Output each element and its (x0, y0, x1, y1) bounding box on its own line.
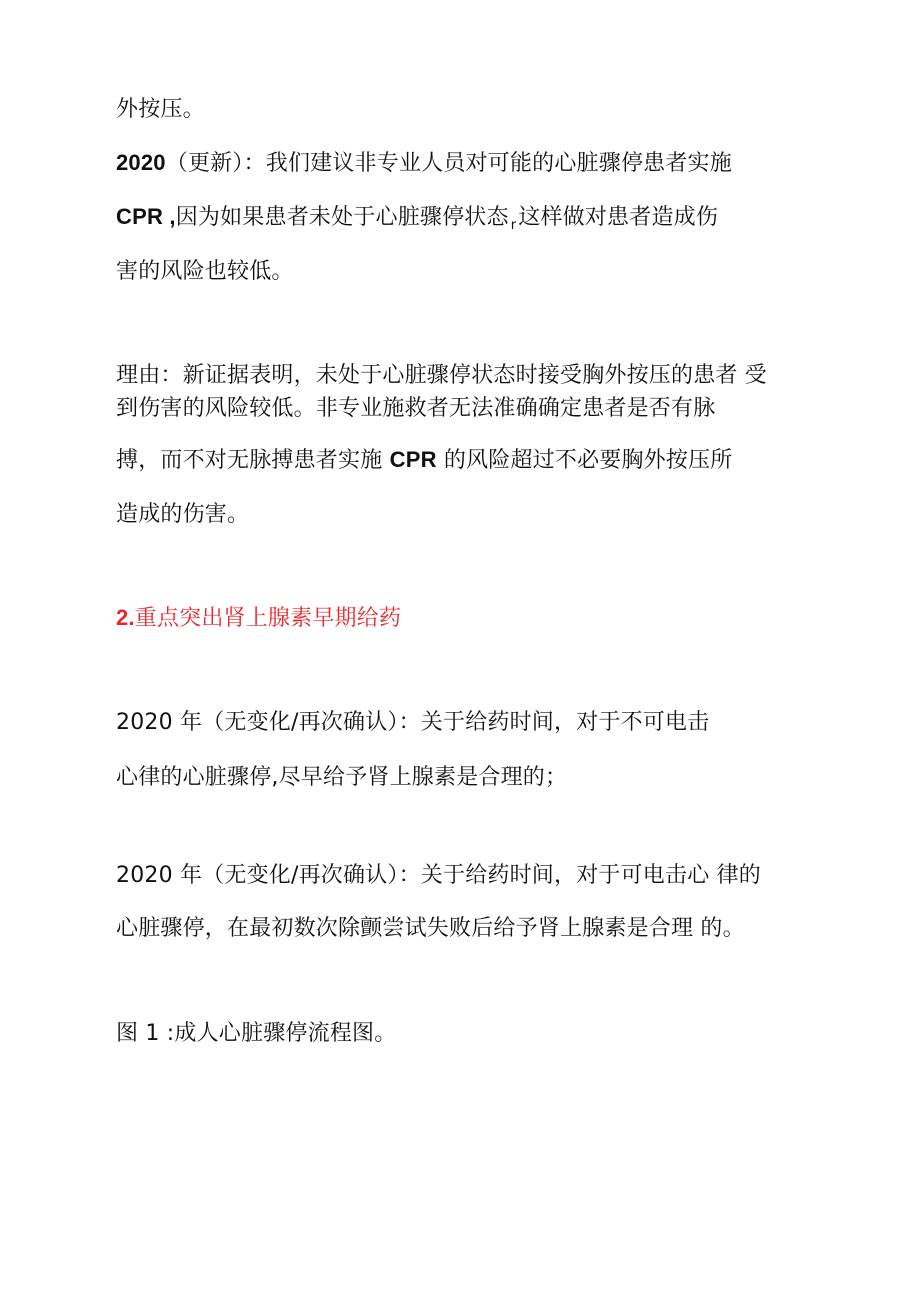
update-line-2-b: 这样做对患者造成伤 (518, 205, 719, 230)
figure-caption-text: 图 1 :成人心脏骤停流程图。 (116, 1021, 397, 1046)
update-para-line-2 (116, 202, 718, 241)
update-para-line-1 (116, 148, 732, 179)
nonshockable-line-2-text: 心律的心脏骤停,尽早给予肾上腺素是合理的； (116, 765, 568, 790)
continuation-line (116, 95, 205, 125)
update-year: 2020 (116, 150, 166, 175)
continuation-text: 外按压。 (116, 97, 205, 122)
reason-line-2-text: 到伤害的风险较低。非专业施救者无法准确确定患者是否有脉 (116, 396, 716, 421)
section-title: 重点突出肾上腺素早期给药 (134, 606, 402, 631)
reason-line-3-a: 搏，而不对无脉搏患者实施 (116, 448, 383, 473)
reason-para-line-2 (116, 394, 715, 424)
update-line-2-mark: r (510, 218, 517, 233)
update-line-1-text: （更新）：我们建议非专业人员对可能的心脏骤停患者实施 (165, 151, 732, 176)
reason-line-1-text: 理由：新证据表明，未处于心脏骤停状态时接受胸外按压的患者 受 (116, 363, 767, 388)
reason-line-4-text: 造成的伤害。 (116, 502, 250, 527)
shockable-line-2-text: 心脏骤停，在最初数次除颤尝试失败后给予肾上腺素是合理 的。 (116, 916, 745, 941)
reason-para-line-4 (116, 500, 249, 530)
figure-caption (116, 1019, 396, 1049)
section-heading (116, 603, 401, 634)
reason-line-3-cpr: CPR (389, 447, 437, 472)
shockable-para-line-2 (116, 914, 745, 944)
reason-line-3-b: 的风险超过不必要胸外按压所 (443, 448, 733, 473)
reason-para-line-3 (116, 445, 732, 476)
nonshockable-para-line-1 (116, 708, 709, 738)
reason-para-line-1 (116, 361, 767, 391)
update-line-3-text: 害的风险也较低。 (116, 259, 294, 284)
update-cpr: CPR , (116, 204, 176, 229)
update-line-2-a: 因为如果患者未处于心脏骤停状态 (175, 205, 509, 230)
shockable-para-line-1 (116, 861, 761, 891)
nonshockable-line-1-text: 2020 年（无变化/再次确认）：关于给药时间，对于不可电击 (116, 710, 710, 735)
shockable-line-1-text: 2020 年（无变化/再次确认）：关于给药时间，对于可电击心 律的 (116, 863, 761, 888)
nonshockable-para-line-2 (116, 763, 567, 793)
update-para-line-3 (116, 257, 294, 287)
section-number: 2. (116, 605, 135, 630)
